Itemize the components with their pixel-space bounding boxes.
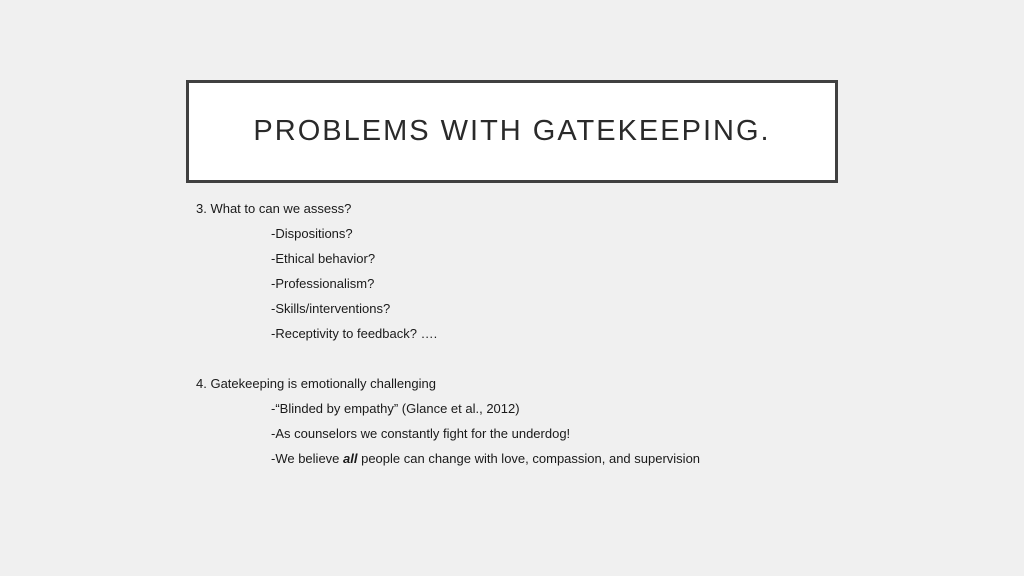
list-item-prefix: -We believe — [271, 451, 344, 466]
emphasis-word: all — [343, 451, 358, 466]
list-item: -As counselors we constantly fight for the underdog! — [271, 426, 571, 441]
section-4-heading: 4. Gatekeeping is emotionally challenging — [196, 376, 436, 391]
list-item: -Skills/interventions? — [271, 301, 391, 316]
section-3-heading: 3. What to can we assess? — [196, 201, 352, 216]
slide-title: PROBLEMS WITH GATEKEEPING. — [253, 115, 771, 147]
list-item-suffix: people can change with love, compassion, and supervision — [357, 451, 701, 466]
list-item: -Receptivity to feedback? …. — [271, 326, 438, 341]
list-item: -“Blinded by empathy” (Glance et al., 2012) — [271, 401, 520, 416]
list-item: -Professionalism? — [271, 276, 375, 291]
list-item: -Ethical behavior? — [271, 251, 376, 266]
list-item-emphasis — [271, 451, 700, 467]
list-item: -Dispositions? — [271, 226, 353, 241]
